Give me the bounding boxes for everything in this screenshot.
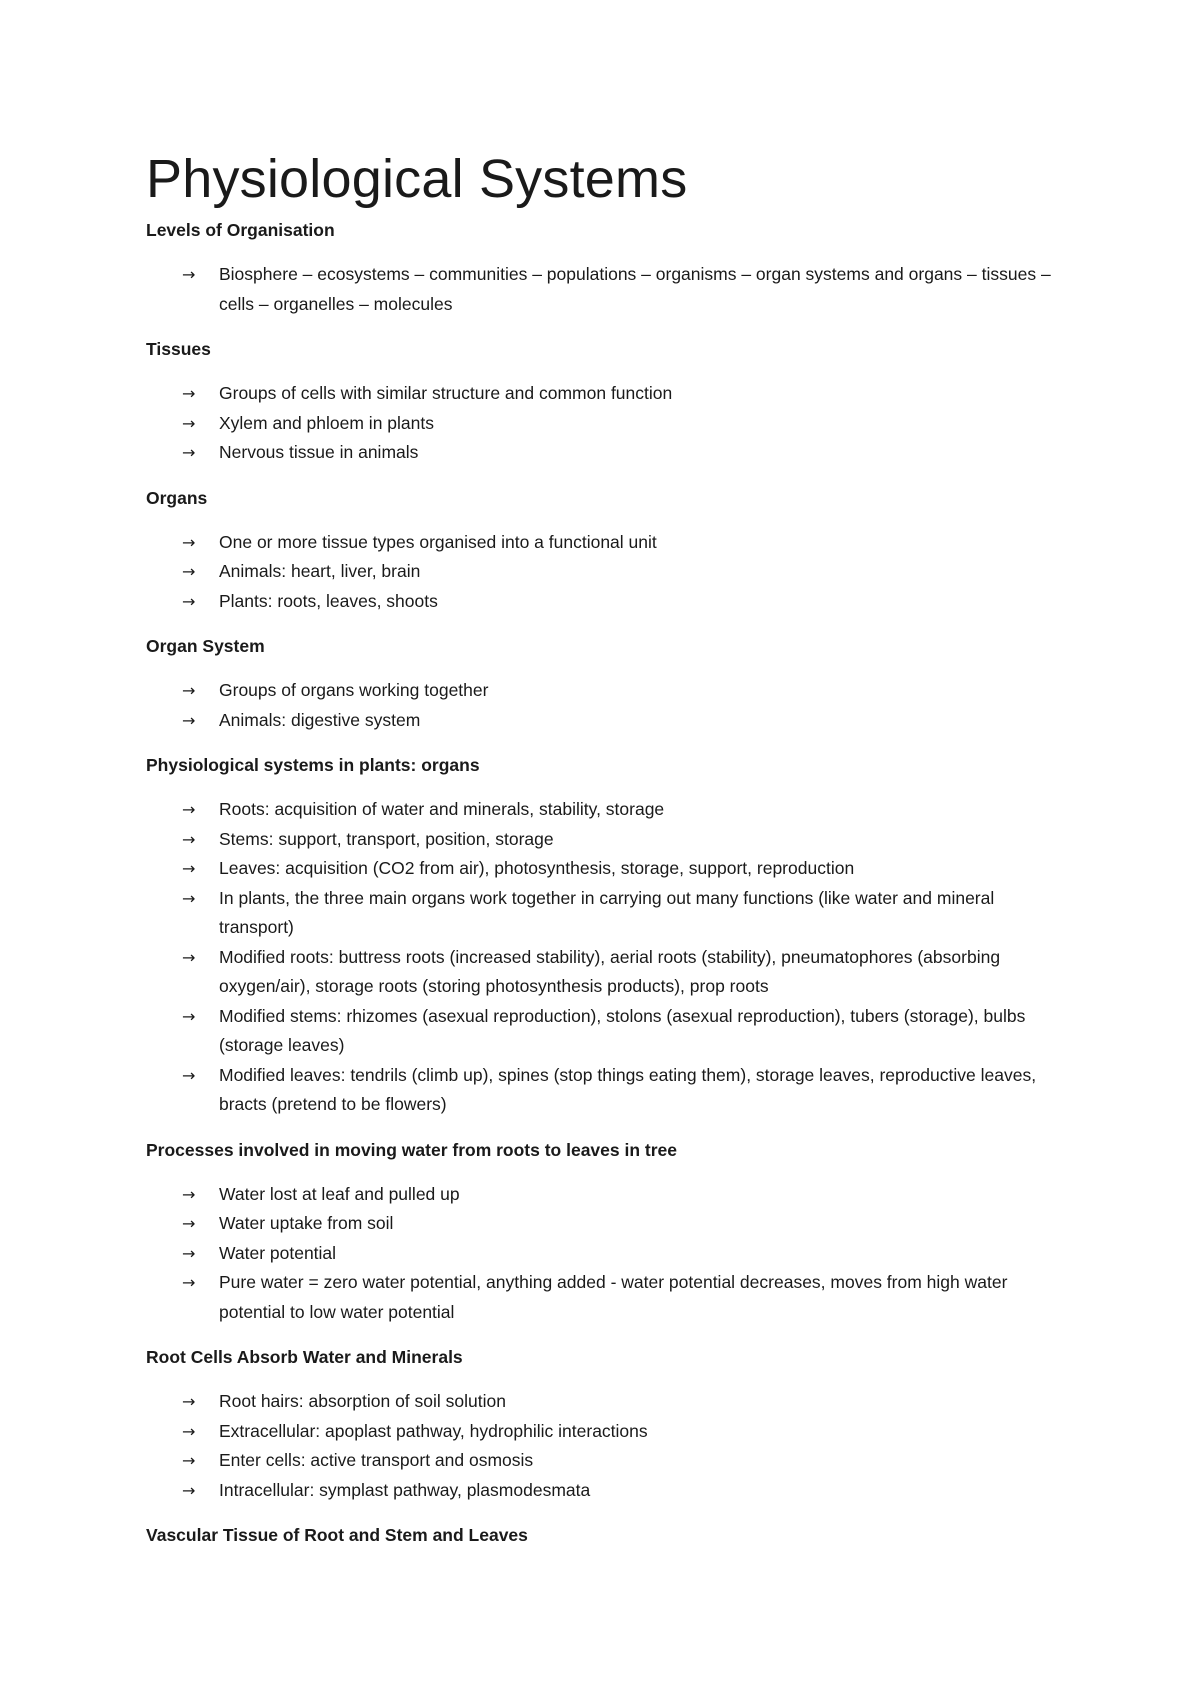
list-item [146,409,1066,439]
arrow-right-icon: → [182,681,196,700]
list-item-text: In plants, the three main organs work together in carrying out many functions (like water and mineral transport) [219,887,995,937]
list-item-text: Animals: heart, liver, brain [219,561,421,581]
section-heading: Organ System [146,636,265,656]
list-item-text: Modified leaves: tendrils (climb up), spines (stop things eating them), storage leaves, reproductive leaves, bracts (pretend to be flowers) [219,1064,1037,1114]
bullet-list [146,1387,1066,1505]
arrow-right-icon: → [182,1421,196,1441]
section-heading: Root Cells Absorb Water and Minerals [146,1347,463,1367]
arrow-right-icon: → [182,413,196,433]
arrow-right-icon: → [182,859,196,878]
list-item-text: Water potential [219,1242,337,1263]
list-item [146,706,1066,736]
list-item-text: Roots: acquisition of water and minerals, stability, storage [219,799,665,819]
list-item-text: Nervous tissue in animals [219,442,419,462]
arrow-right-icon: → [182,1065,196,1085]
section-heading: Tissues [146,339,211,359]
section-heading: Processes involved in moving water from roots to leaves in tree [146,1139,678,1160]
arrow-right-icon: → [182,1480,196,1500]
section [146,1138,1066,1328]
section [146,486,1066,617]
list-item [146,1180,1066,1210]
list-item [146,528,1066,558]
list-item [146,1061,1066,1120]
section [146,218,1066,319]
list-item-text: Enter cells: active transport and osmosis [219,1450,534,1470]
arrow-right-icon: → [182,532,196,552]
arrow-right-icon: → [182,829,196,849]
list-item [146,1209,1066,1239]
list-item [146,438,1066,468]
list-item [146,795,1066,825]
list-item [146,1002,1066,1061]
list-item-text: Water uptake from soil [219,1213,394,1233]
list-item-text: Leaves: acquisition (CO2 from air), photosynthesis, storage, support, reproduction [219,858,855,878]
arrow-right-icon: → [182,443,196,462]
bullet-list [146,795,1066,1120]
arrow-right-icon: → [182,591,196,611]
list-item [146,825,1066,855]
document-page [146,146,1066,1565]
list-item [146,557,1066,587]
list-item-text: Groups of organs working together [219,680,489,700]
list-item-text: Pure water = zero water potential, anything added - water potential decreases, moves from high water potential to low water potential [219,1272,1008,1322]
section [146,1345,1066,1505]
bullet-list [146,1180,1066,1328]
list-item [146,1268,1066,1327]
arrow-right-icon: → [182,1184,196,1204]
arrow-right-icon: → [182,1243,196,1263]
list-item-text: Intracellular: symplast pathway, plasmodesmata [219,1479,591,1500]
list-item [146,379,1066,409]
arrow-right-icon: → [182,1214,196,1233]
list-item [146,1239,1066,1269]
list-item [146,260,1066,319]
list-item-text: Animals: digestive system [219,709,421,730]
arrow-right-icon: → [182,562,196,581]
list-item-text: Stems: support, transport, position, storage [219,828,554,849]
bullet-list [146,528,1066,617]
section [146,1523,1066,1547]
arrow-right-icon: → [182,800,196,819]
section-heading: Physiological systems in plants: organs [146,755,480,775]
bullet-list [146,379,1066,468]
list-item-text: Modified roots: buttress roots (increased stability), aerial roots (stability), pneumatophores (absorbing oxygen/air), storage roots (storing photosynthesis products), prop roots [219,946,1001,996]
list-item [146,1417,1066,1447]
section [146,634,1066,735]
list-item-text: Extracellular: apoplast pathway, hydrophilic interactions [219,1420,648,1441]
arrow-right-icon: → [182,265,196,284]
arrow-right-icon: → [182,1006,196,1026]
list-item-text: Water lost at leaf and pulled up [219,1183,460,1204]
list-item [146,943,1066,1002]
list-item [146,884,1066,943]
list-item [146,1476,1066,1506]
list-item [146,676,1066,706]
arrow-right-icon: → [182,1392,196,1411]
list-item-text: Xylem and phloem in plants [219,412,434,433]
arrow-right-icon: → [182,1273,196,1292]
document-body [146,218,1066,1547]
bullet-list [146,260,1066,319]
list-item-text: Groups of cells with similar structure and common function [219,383,673,403]
list-item-text: Plants: roots, leaves, shoots [219,590,438,611]
list-item-text: Root hairs: absorption of soil solution [219,1391,506,1411]
bullet-list [146,676,1066,735]
list-item-text: Modified stems: rhizomes (asexual reproduction), stolons (asexual reproduction), tubers (storage), bulbs (storage leaves) [219,1005,1026,1055]
arrow-right-icon: → [182,384,196,403]
arrow-right-icon: → [182,947,196,967]
list-item [146,1446,1066,1476]
list-item [146,1387,1066,1417]
list-item [146,854,1066,884]
list-item-text: Biosphere – ecosystems – communities – populations – organisms – organ systems and organs – tissues – cells – organelles – molecules [219,264,1051,314]
arrow-right-icon: → [182,710,196,730]
page-title: Physiological Systems [146,149,688,209]
section [146,753,1066,1120]
list-item [146,587,1066,617]
list-item-text: One or more tissue types organised into a functional unit [219,531,657,552]
section [146,337,1066,468]
section-heading: Vascular Tissue of Root and Stem and Leaves [146,1525,528,1545]
arrow-right-icon: → [182,1451,196,1470]
section-heading: Levels of Organisation [146,220,335,240]
arrow-right-icon: → [182,888,196,908]
section-heading: Organs [146,487,208,508]
